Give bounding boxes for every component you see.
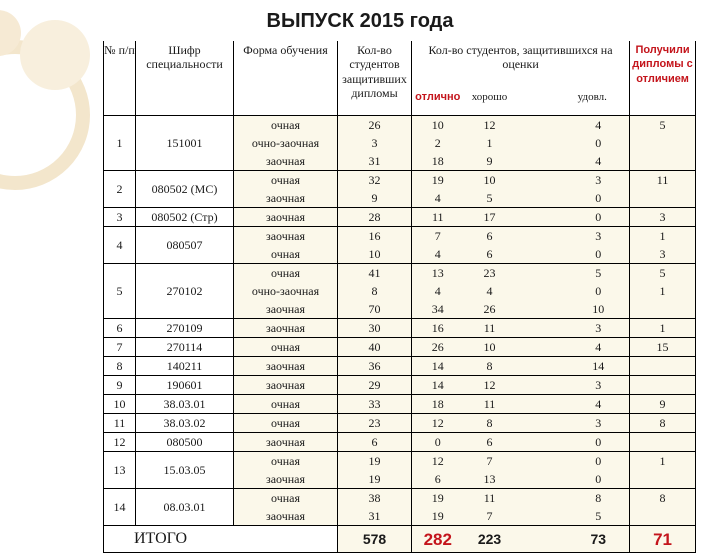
- row-good: 6: [464, 227, 516, 246]
- row-form: очная: [234, 395, 338, 414]
- row-students: 10: [338, 245, 412, 264]
- row-spacer: [516, 264, 568, 283]
- total-good: 223: [464, 526, 516, 553]
- row-honors: 5: [630, 116, 696, 135]
- row-satisfactory: 0: [568, 433, 630, 452]
- row-code: 38.03.02: [136, 414, 234, 433]
- decor-circle-large: [0, 40, 90, 190]
- row-excellent: 19: [412, 171, 464, 190]
- row-form: очная: [234, 171, 338, 190]
- total-row: [104, 526, 696, 553]
- row-spacer: [516, 507, 568, 526]
- row-good: 7: [464, 452, 516, 471]
- total-spacer: [516, 526, 568, 553]
- row-students: 23: [338, 414, 412, 433]
- row-honors: [630, 470, 696, 489]
- row-students: 31: [338, 152, 412, 171]
- row-satisfactory: 8: [568, 489, 630, 508]
- row-honors: 9: [630, 395, 696, 414]
- row-code: 080502 (Стр): [136, 208, 234, 227]
- row-excellent: 7: [412, 227, 464, 246]
- header-good: хорошо: [471, 90, 508, 103]
- table-row: [104, 376, 696, 395]
- row-num: 5: [104, 264, 136, 319]
- row-spacer: [516, 433, 568, 452]
- row-good: 11: [464, 319, 516, 338]
- page-title: ВЫПУСК 2015 года: [266, 10, 454, 32]
- row-satisfactory: 4: [568, 152, 630, 171]
- row-satisfactory: 0: [568, 452, 630, 471]
- row-excellent: 4: [412, 189, 464, 208]
- row-code: 080500: [136, 433, 234, 452]
- row-num: 2: [104, 171, 136, 208]
- row-students: 33: [338, 395, 412, 414]
- row-satisfactory: 0: [568, 282, 630, 300]
- row-students: 32: [338, 171, 412, 190]
- row-form: заочная: [234, 319, 338, 338]
- row-form: очная: [234, 414, 338, 433]
- row-honors: [630, 134, 696, 152]
- header-form: Форма обучения: [234, 41, 338, 116]
- row-honors: 3: [630, 245, 696, 264]
- row-excellent: 18: [412, 395, 464, 414]
- row-honors: 8: [630, 489, 696, 508]
- row-form: заочная: [234, 470, 338, 489]
- row-excellent: 16: [412, 319, 464, 338]
- total-label: ИТОГО: [104, 526, 338, 553]
- row-code: 08.03.01: [136, 489, 234, 526]
- row-students: 28: [338, 208, 412, 227]
- header-grades: Кол-во студентов, защитившихся на оценки: [412, 41, 630, 79]
- row-satisfactory: 0: [568, 245, 630, 264]
- header-row: [104, 41, 696, 79]
- row-good: 1: [464, 134, 516, 152]
- header-satisfactory: удовл.: [577, 90, 607, 103]
- row-excellent: 14: [412, 357, 464, 376]
- row-form: очная: [234, 264, 338, 283]
- row-form: очная: [234, 489, 338, 508]
- row-excellent: 4: [412, 245, 464, 264]
- row-num: 14: [104, 489, 136, 526]
- row-good: 11: [464, 489, 516, 508]
- row-code: 151001: [136, 116, 234, 171]
- row-spacer: [516, 489, 568, 508]
- row-excellent: 14: [412, 376, 464, 395]
- row-satisfactory: 4: [568, 116, 630, 135]
- row-honors: [630, 189, 696, 208]
- row-excellent: 0: [412, 433, 464, 452]
- row-honors: [630, 300, 696, 319]
- row-satisfactory: 0: [568, 470, 630, 489]
- row-satisfactory: 4: [568, 395, 630, 414]
- row-excellent: 2: [412, 134, 464, 152]
- row-students: 9: [338, 189, 412, 208]
- row-excellent: 19: [412, 489, 464, 508]
- row-spacer: [516, 189, 568, 208]
- row-form: заочная: [234, 208, 338, 227]
- row-satisfactory: 3: [568, 227, 630, 246]
- table-row: [104, 452, 696, 471]
- row-code: 15.03.05: [136, 452, 234, 489]
- row-students: 70: [338, 300, 412, 319]
- row-satisfactory: 0: [568, 189, 630, 208]
- row-honors: 15: [630, 338, 696, 357]
- row-students: 19: [338, 452, 412, 471]
- row-form: заочная: [234, 300, 338, 319]
- row-students: 8: [338, 282, 412, 300]
- row-excellent: 12: [412, 452, 464, 471]
- row-students: 30: [338, 319, 412, 338]
- total-satisfactory: 73: [568, 526, 630, 553]
- table-body: [104, 116, 696, 553]
- row-spacer: [516, 282, 568, 300]
- row-code: 190601: [136, 376, 234, 395]
- row-honors: 3: [630, 208, 696, 227]
- row-code: 38.03.01: [136, 395, 234, 414]
- row-satisfactory: 3: [568, 414, 630, 433]
- row-num: 9: [104, 376, 136, 395]
- row-honors: 5: [630, 264, 696, 283]
- row-form: заочная: [234, 189, 338, 208]
- graduates-table: [103, 41, 696, 553]
- row-spacer: [516, 134, 568, 152]
- row-good: 10: [464, 338, 516, 357]
- row-spacer: [516, 227, 568, 246]
- row-good: 17: [464, 208, 516, 227]
- row-form: заочная: [234, 507, 338, 526]
- row-spacer: [516, 452, 568, 471]
- row-good: 23: [464, 264, 516, 283]
- row-students: 41: [338, 264, 412, 283]
- row-good: 5: [464, 189, 516, 208]
- row-honors: 1: [630, 282, 696, 300]
- total-students: 578: [338, 526, 412, 553]
- row-form: очно-заочная: [234, 134, 338, 152]
- row-good: 6: [464, 433, 516, 452]
- row-satisfactory: 4: [568, 338, 630, 357]
- row-excellent: 26: [412, 338, 464, 357]
- row-students: 16: [338, 227, 412, 246]
- row-num: 4: [104, 227, 136, 264]
- row-honors: [630, 433, 696, 452]
- row-honors: 11: [630, 171, 696, 190]
- row-spacer: [516, 357, 568, 376]
- table-row: [104, 208, 696, 227]
- row-students: 36: [338, 357, 412, 376]
- row-students: 40: [338, 338, 412, 357]
- row-honors: [630, 507, 696, 526]
- row-honors: [630, 376, 696, 395]
- header-code: Шифр специальности: [136, 41, 234, 116]
- row-spacer: [516, 338, 568, 357]
- row-good: 12: [464, 116, 516, 135]
- row-satisfactory: 3: [568, 319, 630, 338]
- row-spacer: [516, 116, 568, 135]
- row-satisfactory: 0: [568, 208, 630, 227]
- row-students: 38: [338, 489, 412, 508]
- row-spacer: [516, 376, 568, 395]
- header-honors: Получили дипломы с отличием: [630, 41, 696, 116]
- row-form: заочная: [234, 152, 338, 171]
- row-spacer: [516, 171, 568, 190]
- row-num: 3: [104, 208, 136, 227]
- row-num: 8: [104, 357, 136, 376]
- row-students: 29: [338, 376, 412, 395]
- row-form: заочная: [234, 227, 338, 246]
- row-excellent: 19: [412, 507, 464, 526]
- row-excellent: 12: [412, 414, 464, 433]
- row-num: 6: [104, 319, 136, 338]
- table-row: [104, 116, 696, 135]
- row-form: очная: [234, 116, 338, 135]
- row-honors: 1: [630, 227, 696, 246]
- row-honors: [630, 152, 696, 171]
- row-form: заочная: [234, 376, 338, 395]
- row-students: 6: [338, 433, 412, 452]
- table-row: [104, 227, 696, 246]
- row-spacer: [516, 300, 568, 319]
- row-honors: 1: [630, 452, 696, 471]
- row-spacer: [516, 414, 568, 433]
- row-honors: 1: [630, 319, 696, 338]
- table-row: [104, 395, 696, 414]
- row-good: 12: [464, 376, 516, 395]
- row-good: 13: [464, 470, 516, 489]
- row-good: 11: [464, 395, 516, 414]
- row-good: 7: [464, 507, 516, 526]
- header-num: № п/п: [104, 41, 136, 116]
- header-students: Кол-во студентов защитивших дипломы: [338, 41, 412, 116]
- row-excellent: 10: [412, 116, 464, 135]
- table-row: [104, 264, 696, 283]
- row-form: очно-заочная: [234, 282, 338, 300]
- header-excellent: отлично: [412, 79, 464, 116]
- row-students: 31: [338, 507, 412, 526]
- row-spacer: [516, 319, 568, 338]
- row-spacer: [516, 152, 568, 171]
- row-satisfactory: 0: [568, 134, 630, 152]
- row-good: 26: [464, 300, 516, 319]
- table-row: [104, 357, 696, 376]
- row-good: 9: [464, 152, 516, 171]
- row-form: заочная: [234, 357, 338, 376]
- row-honors: [630, 357, 696, 376]
- row-good: 4: [464, 282, 516, 300]
- row-spacer: [516, 245, 568, 264]
- row-num: 12: [104, 433, 136, 452]
- row-honors: 8: [630, 414, 696, 433]
- row-excellent: 6: [412, 470, 464, 489]
- table-row: [104, 338, 696, 357]
- table-row: [104, 319, 696, 338]
- row-num: 11: [104, 414, 136, 433]
- row-students: 19: [338, 470, 412, 489]
- row-good: 10: [464, 171, 516, 190]
- row-good: 6: [464, 245, 516, 264]
- row-form: заочная: [234, 433, 338, 452]
- row-satisfactory: 3: [568, 376, 630, 395]
- row-code: 080502 (МС): [136, 171, 234, 208]
- row-students: 26: [338, 116, 412, 135]
- row-num: 13: [104, 452, 136, 489]
- row-spacer: [516, 470, 568, 489]
- row-form: очная: [234, 245, 338, 264]
- row-satisfactory: 10: [568, 300, 630, 319]
- row-satisfactory: 5: [568, 264, 630, 283]
- row-code: 270109: [136, 319, 234, 338]
- row-code: 140211: [136, 357, 234, 376]
- row-excellent: 11: [412, 208, 464, 227]
- table-row: [104, 433, 696, 452]
- row-spacer: [516, 208, 568, 227]
- row-satisfactory: 14: [568, 357, 630, 376]
- row-code: 080507: [136, 227, 234, 264]
- row-students: 3: [338, 134, 412, 152]
- row-code: 270114: [136, 338, 234, 357]
- total-honors: 71: [630, 526, 696, 553]
- row-good: 8: [464, 414, 516, 433]
- row-spacer: [516, 395, 568, 414]
- row-excellent: 34: [412, 300, 464, 319]
- row-form: очная: [234, 338, 338, 357]
- row-satisfactory: 5: [568, 507, 630, 526]
- row-excellent: 4: [412, 282, 464, 300]
- total-excellent: 282: [412, 526, 464, 553]
- row-form: очная: [234, 452, 338, 471]
- row-num: 7: [104, 338, 136, 357]
- table-row: [104, 171, 696, 190]
- table-row: [104, 414, 696, 433]
- row-good: 8: [464, 357, 516, 376]
- row-code: 270102: [136, 264, 234, 319]
- row-excellent: 13: [412, 264, 464, 283]
- row-excellent: 18: [412, 152, 464, 171]
- row-satisfactory: 3: [568, 171, 630, 190]
- table-row: [104, 489, 696, 508]
- row-num: 1: [104, 116, 136, 171]
- row-num: 10: [104, 395, 136, 414]
